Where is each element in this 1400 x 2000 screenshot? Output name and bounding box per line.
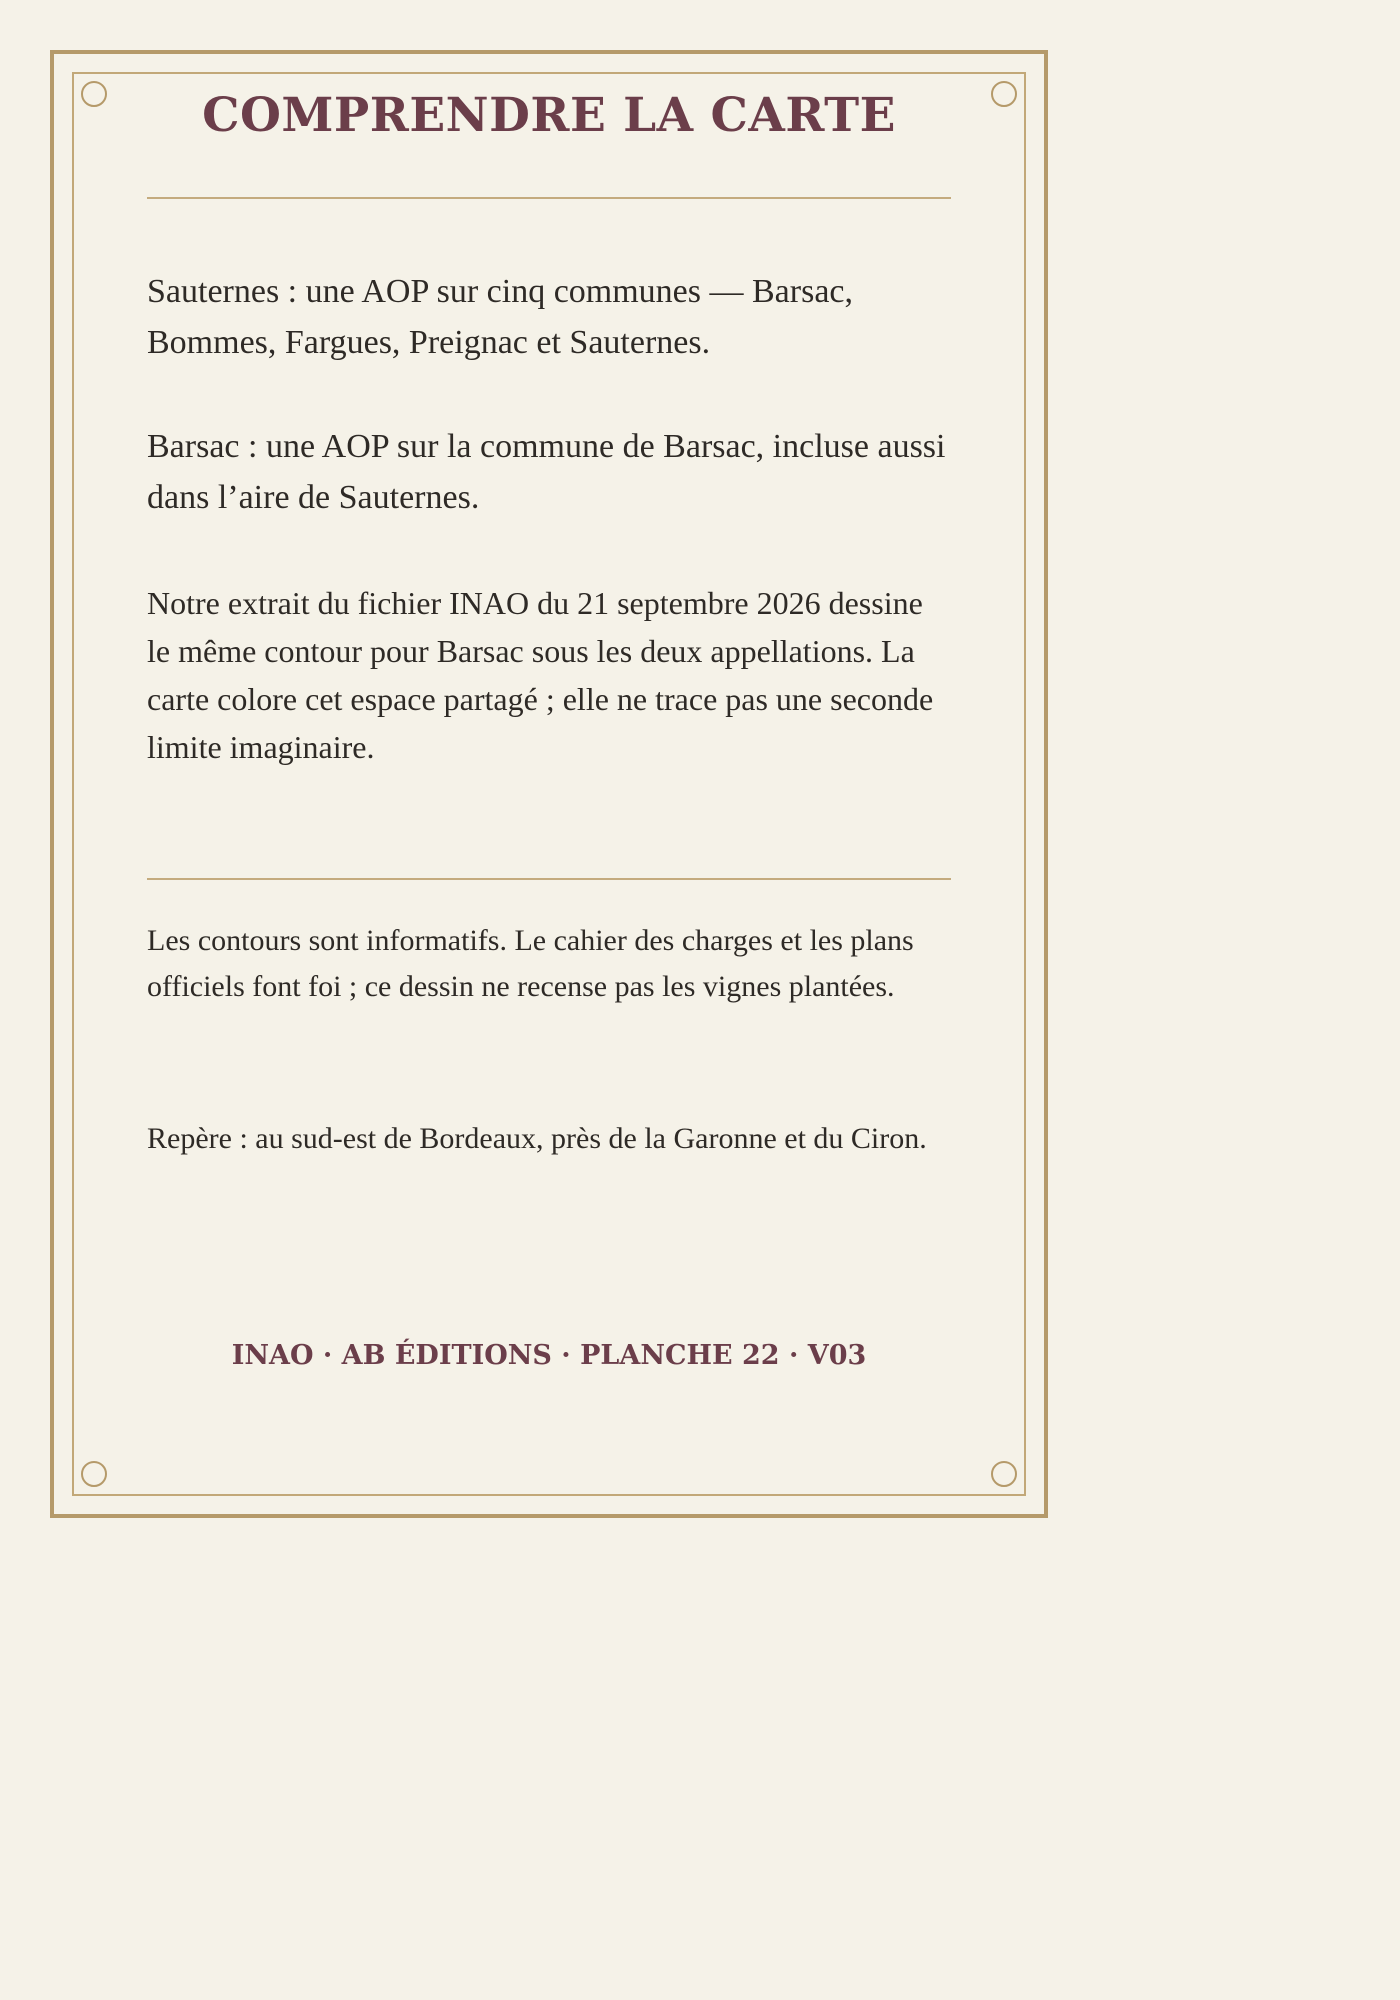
- corner-ornament-bottom-right: [991, 1461, 1017, 1487]
- divider-middle: [147, 878, 951, 880]
- note-location: Repère : au sud-est de Bordeaux, près de la Garonne et du Ciron.: [147, 1122, 927, 1155]
- divider-top: [147, 197, 951, 199]
- paragraph-barsac: Barsac : une AOP sur la commune de Barsac, incluse aussi dans l’aire de Sauternes.: [147, 428, 946, 516]
- note-contours: Les contours sont informatifs. Le cahier des charges et les plans officiels font foi ; ce dessin ne recense pas les vignes plantées.: [147, 924, 914, 1003]
- corner-ornament-bottom-left: [81, 1461, 107, 1487]
- paragraph-inao-extract: Notre extrait du fichier INAO du 21 septembre 2026 dessine le même contour pour Barsac sous les deux appellations. La carte colore cet espace partagé ; elle ne trace pas une seconde limite imaginaire.: [147, 585, 934, 765]
- paragraph-sauternes: Sauternes : une AOP sur cinq communes — Barsac, Bommes, Fargues, Preignac et Sauternes.: [147, 273, 853, 361]
- footer-credits: INAO · AB ÉDITIONS · PLANCHE 22 · V03: [231, 1340, 867, 1371]
- page-title: COMPRENDRE LA CARTE: [202, 88, 896, 143]
